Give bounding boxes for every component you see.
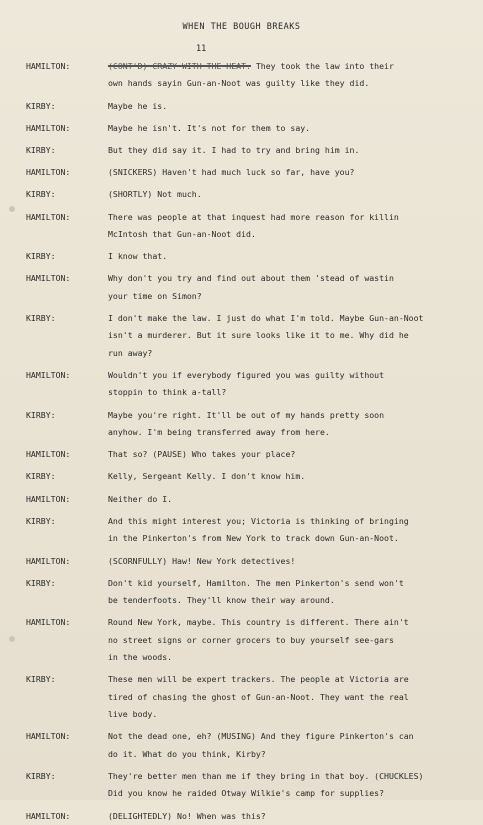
dialogue-text — [108, 513, 481, 530]
dialogue-text — [108, 327, 481, 344]
dialogue-text — [108, 58, 481, 75]
dialogue-text — [108, 746, 481, 763]
dialogue-text — [108, 706, 481, 723]
speaker-name — [26, 226, 108, 243]
speaker-name: KIRBY: — [26, 409, 56, 420]
dialogue-text — [108, 142, 481, 159]
line-text: do it. What do you think, Kirby? — [108, 748, 266, 759]
line-text: I don't make the law. I just do what I'm told. Maybe Gun-an-Noot — [108, 313, 424, 324]
dialogue-line — [26, 468, 481, 485]
dialogue-text — [108, 491, 481, 508]
dialogue-line — [26, 553, 481, 570]
line-text: But they did say it. I had to try and bring him in. — [108, 145, 360, 156]
dialogue-line — [26, 226, 481, 243]
line-text: your time on Simon? — [108, 290, 202, 301]
speaker-name: KIRBY: — [26, 471, 56, 482]
dialogue-line — [26, 575, 481, 592]
speaker-name — [26, 746, 108, 763]
line-text: Maybe he is. — [108, 100, 168, 111]
speaker-name: KIRBY: — [26, 577, 56, 588]
dialogue-line — [26, 671, 481, 688]
dialogue-line — [26, 632, 481, 649]
dialogue-line — [26, 424, 481, 441]
dialogue-line — [26, 186, 481, 203]
speaker-name — [26, 689, 108, 706]
speaker-name: KIRBY: — [26, 145, 56, 156]
speaker-name: KIRBY: — [26, 100, 56, 111]
speaker-name — [26, 288, 108, 305]
dialogue-line — [26, 75, 481, 92]
dialogue-line — [26, 98, 481, 115]
line-text: in the woods. — [108, 652, 173, 663]
speaker-name — [26, 384, 108, 401]
dialogue-text — [108, 270, 481, 287]
dialogue-text — [108, 98, 481, 115]
dialogue-text — [108, 768, 481, 785]
dialogue-line — [26, 768, 481, 785]
dialogue-text — [108, 689, 481, 706]
speaker-name: HAMILTON: — [26, 61, 71, 71]
speaker-name — [26, 75, 108, 92]
dialogue-text — [108, 785, 481, 802]
line-text: That so? (PAUSE) Who takes your place? — [108, 449, 296, 460]
dialogue-line — [26, 345, 481, 362]
dialogue-line — [26, 446, 481, 463]
speaker-name: KIRBY: — [26, 770, 56, 781]
dialogue-line — [26, 530, 481, 547]
dialogue-line — [26, 209, 481, 226]
line-text: They're better men than me if they bring in that boy. (CHUCKLES) — [108, 770, 424, 781]
speaker-name: HAMILTON: — [26, 167, 71, 178]
speaker-name — [26, 530, 108, 547]
dialogue-line — [26, 327, 481, 344]
line-text: be tenderfoots. They'll know their way around. — [108, 595, 335, 606]
dialogue-text — [108, 209, 481, 226]
speaker-name: HAMILTON: — [26, 617, 71, 628]
dialogue-text — [108, 614, 481, 631]
dialogue-line — [26, 592, 481, 609]
speaker-name — [26, 649, 108, 666]
dialogue-text — [108, 468, 481, 485]
speaker-name: KIRBY: — [26, 189, 56, 200]
line-text: They took the law into their — [250, 61, 394, 71]
line-text: live body. — [108, 709, 158, 720]
speaker-name: HAMILTON: — [26, 211, 71, 222]
speaker-name: HAMILTON: — [26, 493, 71, 504]
line-text: isn't a murderer. But it sure looks like it to me. Why did he — [108, 330, 409, 341]
dialogue-line — [26, 407, 481, 424]
line-text: in the Pinkerton's from New York to track down Gun-an-Noot. — [108, 533, 399, 544]
dialogue-line — [26, 785, 481, 802]
line-text: Kelly, Sergeant Kelly. I don't know him. — [108, 471, 306, 482]
dialogue-text — [108, 553, 481, 570]
line-text: (SNICKERS) Haven't had much luck so far, have you? — [108, 167, 355, 178]
dialogue-block — [26, 58, 481, 825]
speaker-name: HAMILTON: — [26, 122, 71, 133]
line-text: run away? — [108, 347, 153, 358]
dialogue-text — [108, 75, 481, 92]
dialogue-line — [26, 746, 481, 763]
dialogue-text — [108, 164, 481, 181]
speaker-name — [26, 632, 108, 649]
dialogue-text — [108, 592, 481, 609]
speaker-name: HAMILTON: — [26, 555, 71, 566]
dialogue-text — [108, 407, 481, 424]
speaker-name: KIRBY: — [26, 674, 56, 685]
dialogue-text — [108, 728, 481, 745]
dialogue-line — [26, 491, 481, 508]
dialogue-text — [108, 808, 481, 825]
dialogue-line — [26, 728, 481, 745]
dialogue-line — [26, 164, 481, 181]
page-number: 11 — [196, 44, 207, 54]
line-text: Maybe you're right. It'll be out of my hands pretty soon — [108, 409, 385, 420]
speaker-name — [26, 592, 108, 609]
line-text: (SHORTLY) Not much. — [108, 189, 202, 200]
line-text: Wouldn't you if everybody figured you was guilty without — [108, 370, 385, 381]
dialogue-line — [26, 808, 481, 825]
dialogue-line — [26, 288, 481, 305]
dialogue-text — [108, 530, 481, 547]
dialogue-text — [108, 186, 481, 203]
dialogue-line — [26, 384, 481, 401]
speaker-name — [26, 785, 108, 802]
dialogue-line — [26, 513, 481, 530]
binder-hole — [9, 636, 15, 642]
dialogue-line — [26, 270, 481, 287]
line-text: tired of chasing the ghost of Gun-an-Noot. They want the real — [108, 691, 409, 702]
dialogue-text — [108, 384, 481, 401]
dialogue-text — [108, 671, 481, 688]
speaker-name — [26, 424, 108, 441]
line-text: Why don't you try and find out about them 'stead of wastin — [108, 273, 394, 284]
speaker-name: HAMILTON: — [26, 731, 71, 742]
speaker-name: HAMILTON: — [26, 370, 71, 381]
dialogue-text — [108, 632, 481, 649]
dialogue-text — [108, 310, 481, 327]
dialogue-text — [108, 575, 481, 592]
dialogue-line — [26, 367, 481, 384]
speaker-name: HAMILTON: — [26, 449, 71, 460]
line-text: Neither do I. — [108, 493, 173, 504]
dialogue-line — [26, 142, 481, 159]
line-text: (SCORNFULLY) Haw! New York detectives! — [108, 555, 296, 566]
dialogue-text — [108, 649, 481, 666]
line-text: Maybe he isn't. It's not for them to say. — [108, 122, 311, 133]
dialogue-text — [108, 288, 481, 305]
dialogue-line — [26, 649, 481, 666]
dialogue-line — [26, 310, 481, 327]
speaker-name: KIRBY: — [26, 313, 56, 324]
line-text: no street signs or corner grocers to buy yourself see-gars — [108, 634, 394, 645]
dialogue-line — [26, 614, 481, 631]
speaker-name: HAMILTON: — [26, 810, 71, 821]
dialogue-line — [26, 706, 481, 723]
line-text: stoppin to think a-tall? — [108, 387, 227, 398]
line-text: These men will be expert trackers. The people at Victoria are — [108, 674, 409, 685]
dialogue-text — [108, 248, 481, 265]
dialogue-text — [108, 226, 481, 243]
line-text: (DELIGHTEDLY) No! When was this? — [108, 810, 266, 821]
dialogue-text — [108, 424, 481, 441]
dialogue-line — [26, 58, 481, 75]
binder-hole — [9, 206, 15, 212]
speaker-name: KIRBY: — [26, 251, 56, 262]
dialogue-line — [26, 248, 481, 265]
line-text: And this might interest you; Victoria is thinking of bringing — [108, 515, 409, 526]
dialogue-text — [108, 367, 481, 384]
dialogue-line — [26, 689, 481, 706]
line-text: McIntosh that Gun-an-Noot did. — [108, 229, 256, 240]
dialogue-text — [108, 446, 481, 463]
dialogue-text — [108, 120, 481, 137]
line-text: Round New York, maybe. This country is different. There ain't — [108, 617, 409, 628]
line-text: anyhow. I'm being transferred away from here. — [108, 427, 330, 438]
line-text: own hands sayin Gun-an-Noot was guilty like they did. — [108, 78, 370, 89]
dialogue-line — [26, 120, 481, 137]
line-text: I know that. — [108, 251, 168, 262]
line-text: Not the dead one, eh? (MUSING) And they figure Pinkerton's can — [108, 731, 414, 742]
line-text: There was people at that inquest had more reason for killin — [108, 211, 399, 222]
line-text: Did you know he raided Otway Wilkie's camp for supplies? — [108, 788, 385, 799]
line-text: Don't kid yourself, Hamilton. The men Pinkerton's send won't — [108, 577, 404, 588]
struck-text: (CONT'D) CRAZY WITH THE HEAT. — [108, 61, 251, 71]
speaker-name — [26, 345, 108, 362]
speaker-name — [26, 327, 108, 344]
dialogue-text — [108, 345, 481, 362]
speaker-name — [26, 706, 108, 723]
script-title: WHEN THE BOUGH BREAKS — [182, 22, 301, 32]
speaker-name: KIRBY: — [26, 515, 56, 526]
speaker-name: HAMILTON: — [26, 273, 71, 284]
